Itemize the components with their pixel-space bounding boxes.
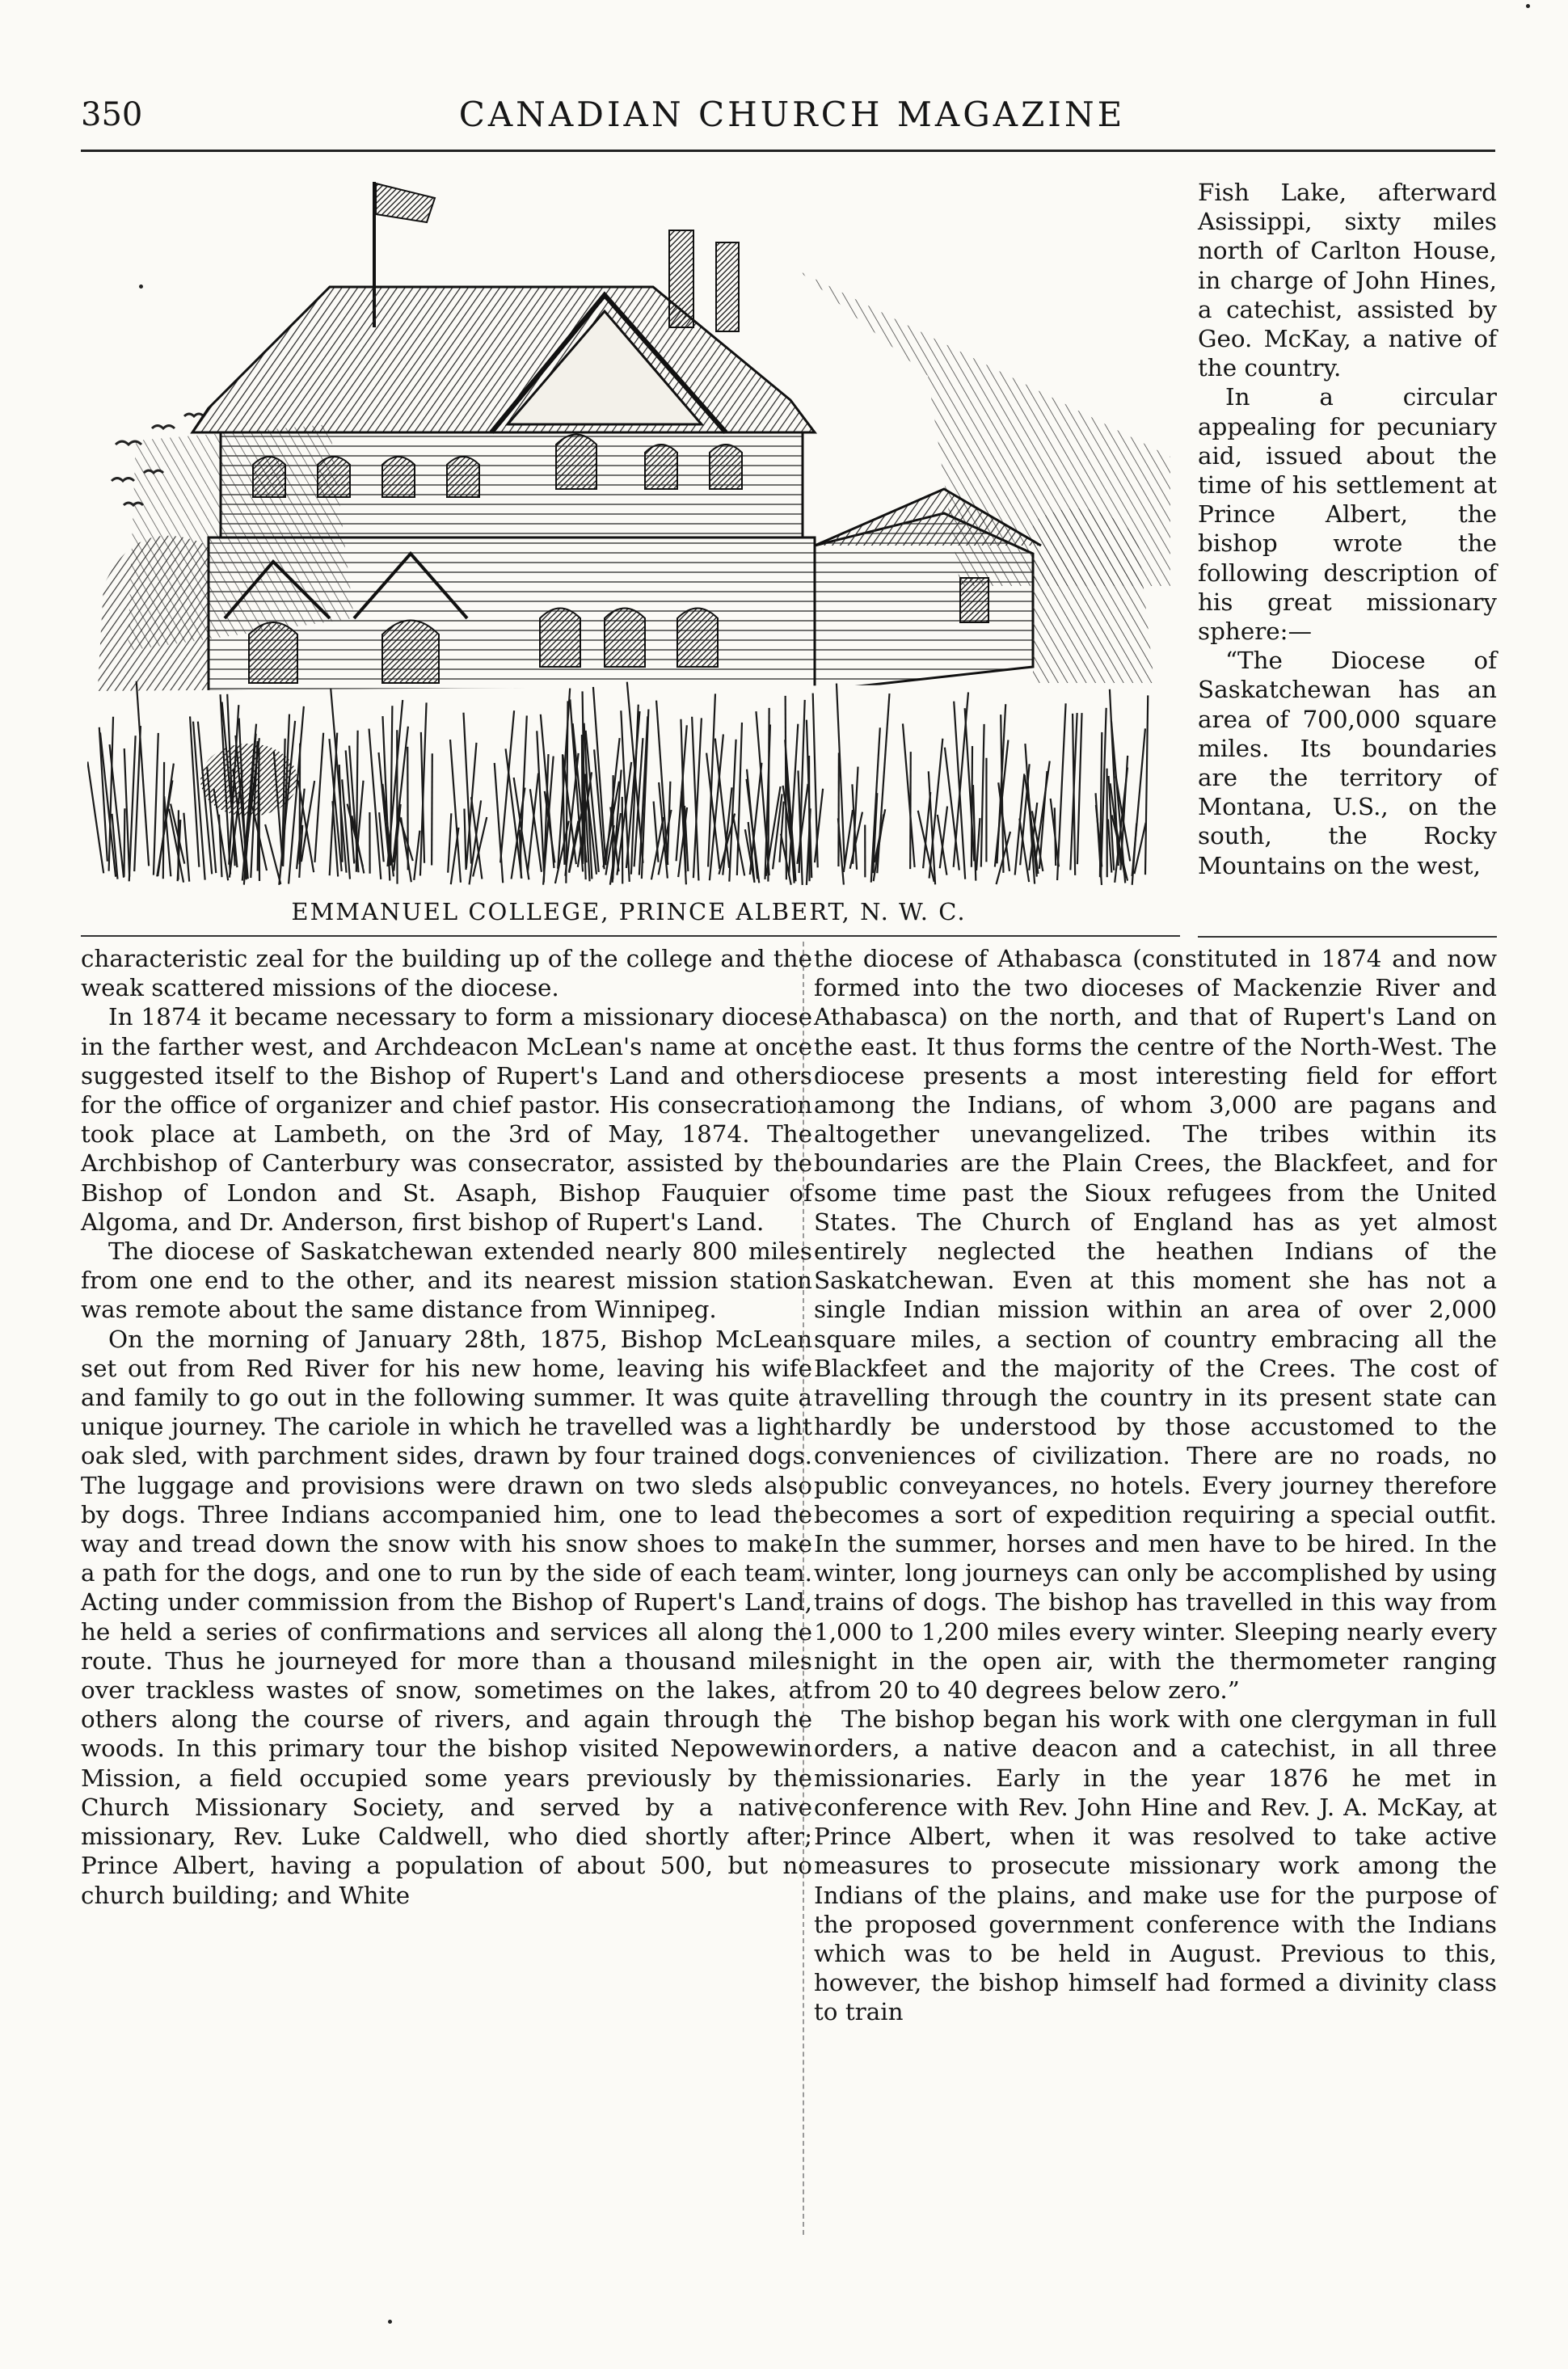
sidebar-rule [1198,936,1497,938]
print-speck [388,2320,392,2324]
print-speck [139,285,143,289]
paragraph: characteristic zeal for the building up of the college and the weak scattered missions of the diocese. [81,945,812,1002]
sidebar-column [1198,178,1497,880]
paragraph: the diocese of Athabasca (constituted in 1874 and now formed into the two dioceses of Mackenzie River and Athabasca) on the north, and that of Rupert's Land on the east. It thus forms the centre of the North-West. The diocese presents a most interesting field for effort among the Indians, of whom 3,000 are pagans and altogether unevangelized. The tribes within its boundaries are the Plain Crees, the Blackfeet, and for some time past the Sioux refugees from the United States. The Church of England has as yet almost entirely neglected the heathen Indians of the Saskatchewan. Even at this moment she has not a single Indian mission within an area of over 2,000 square miles, a section of country embracing all the Blackfeet and the majority of the Crees. The cost of travelling through the country in its present state can hardly be understood by those accustomed to the conveniences of civilization. There are no roads, no public conveyances, no hotels. Every journey therefore becomes a sort of expedition requiring a special outfit. In the summer, horses and men have to be hired. In the winter, long journeys can only be accomplished by using trains of dogs. The bishop has travelled in this way from 1,000 to 1,200 miles every winter. Sleeping nearly every night in the open air, with the thermometer ranging from 20 to 40 degrees below zero.” [814,945,1497,1705]
paragraph: The bishop began his work with one clergyman in full orders, a native deacon and a catechist, in all three missionaries. Early in the year 1876 he met in conference with Rev. John Hine and Rev. J. A. McKay, at Prince Albert, when it was resolved to take active measures to prosecute missionary work among the Indians of the plains, and make use for the purpose of the proposed government conference with the Indians which was to be held in August. Previous to this, however, the bishop himself had formed a divinity class to train [814,1705,1497,2026]
grass-stroke [300,744,301,865]
caption-rule [81,935,1180,937]
engraving-of-college-building-icon [87,166,1170,897]
sidebar-paragraph: In a circular appealing for pecuniary aid, issued about the time of his settlement at Prince Albert, the bishop wrote the following description of his great missionary sphere:— [1198,383,1497,646]
paragraph: The diocese of Saskatchewan extended nearly 800 miles from one end to the other, and its nearest mission station was remote about the same distance from Winnipeg. [81,1237,812,1324]
paragraph: In 1874 it became necessary to form a missionary diocese in the farther west, and Archdeacon McLean's name at once suggested itself to the Bishop of Rupert's Land and others for the office of organizer and chief pastor. His consecration took place at Lambeth, on the 3rd of May, 1874. The Archbishop of Canterbury was consecrator, assisted by the Bishop of London and St. Asaph, Bishop Fauquier of Algoma, and Dr. Anderson, first bishop of Rupert's Land. [81,1003,812,1236]
running-header [81,91,1503,139]
right-column [814,944,1497,2027]
figure-caption: EMMANUEL COLLEGE, PRINCE ALBERT, N. W. C. [291,898,967,925]
grass-stroke [163,762,164,879]
paragraph: On the morning of January 28th, 1875, Bishop McLean set out from Red River for his new home, leaving his wife and family to go out in the following summer. It was quite a unique journey. The cariole in which he travelled was a light oak sled, with parchment sides, drawn by four trained dogs. The luggage and provisions were drawn on two sleds also by dogs. Three Indians accompanied him, one to lead the way and tread down the snow with his snow shoes to make a path for the dogs, and one to run by the side of each team. Acting under commission from the Bishop of Rupert's Land, he held a series of confirmations and services all along the route. Thus he journeyed for more than a thousand miles over trackless wastes of snow, sometimes on the lakes, at others along the course of rivers, and again through the woods. In this primary tour the bishop visited Nepowewin Mission, a field occupied some years previously by the Church Missionary Society, and served by a native missionary, Rev. Luke Caldwell, who died shortly after; Prince Albert, having a population of about 500, but no church building; and White [81,1325,812,1909]
sidebar-paragraph: Fish Lake, afterward Asissippi, sixty miles north of Carlton House, in charge of John Hines, a catechist, assisted by Geo. McKay, a native of the country. [1198,179,1497,382]
left-column [81,944,812,1910]
page-number: 350 [81,96,143,133]
running-title: CANADIAN CHURCH MAGAZINE [458,95,1126,134]
header-rule [81,150,1495,152]
print-speck [1526,4,1530,8]
sidebar-paragraph: “The Diocese of Saskatchewan has an area of 700,000 square miles. Its boundaries are the territory of Montana, U.S., on the south, the Rocky Mountains on the west, [1198,647,1497,879]
grass-stroke [910,752,911,869]
